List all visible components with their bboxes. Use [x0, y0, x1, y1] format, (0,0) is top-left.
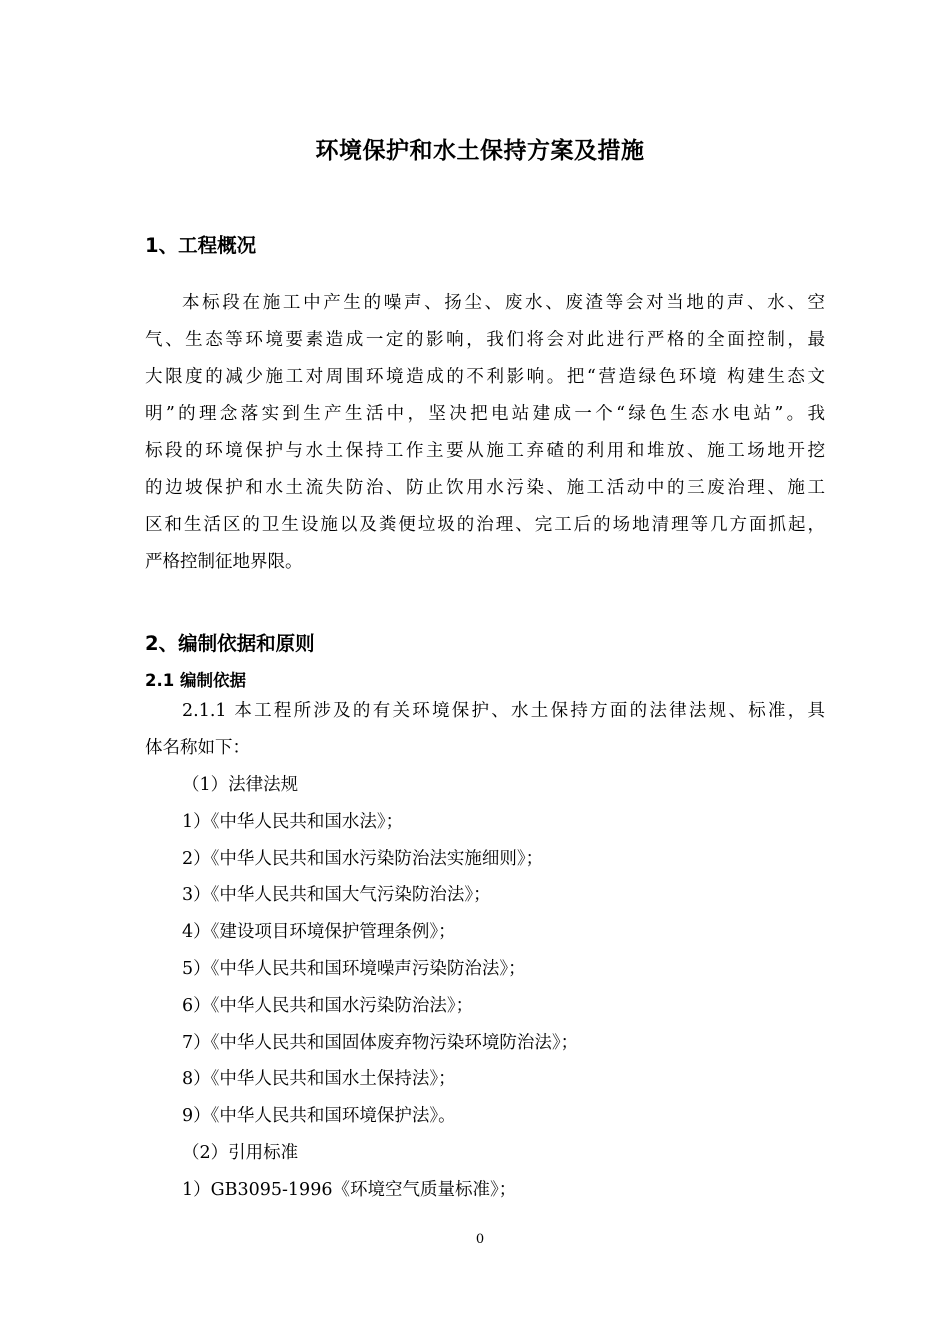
list-item: （2）引用标准 [182, 1142, 299, 1163]
page-number: 0 [475, 1232, 485, 1247]
regulation-list [182, 767, 578, 1209]
document-title: 环境保护和水土保持方案及措施 [315, 138, 645, 164]
paragraph-line: 体名称如下： [145, 738, 250, 758]
paragraph-line: 大限度的减少施工对周围环境造成的不利影响。把“营造绿色环境 构建生态文 [145, 367, 825, 387]
paragraph-line: 区和生活区的卫生设施以及粪便垃圾的治理、完工后的场地清理等几方面抓起， [145, 515, 825, 535]
list-item: 5）《中华人民共和国环境噪声污染防治法》； [182, 958, 526, 979]
paragraph-line: 本标段在施工中产生的噪声、扬尘、废水、废渣等会对当地的声、水、空 [182, 293, 825, 313]
paragraph-line: 2.1.1 本工程所涉及的有关环境保护、水土保持方面的法律法规、标准，具 [182, 701, 825, 721]
list-item: 6）《中华人民共和国水污染防治法》； [182, 995, 474, 1016]
section-1-paragraph [145, 285, 825, 581]
list-item: （1）法律法规 [182, 775, 299, 795]
section-2-1-subheading: 2.1 编制依据 [145, 671, 246, 690]
list-item: 2）《中华人民共和国水污染防治法实施细则》； [182, 848, 544, 869]
list-item: 9）《中华人民共和国环境保护法》。 [182, 1106, 456, 1127]
list-item: 4）《建设项目环境保护管理条例》； [182, 922, 456, 943]
list-item: 1）GB3095-1996《环境空气质量标准》； [182, 1179, 517, 1200]
paragraph-line: 的边坡保护和水土流失防治、防止饮用水污染、施工活动中的三废治理、施工 [145, 478, 825, 498]
section-2-1-intro [145, 693, 825, 767]
paragraph-line: 标段的环境保护与水土保持工作主要从施工弃碴的利用和堆放、施工场地开挖 [145, 441, 825, 461]
section-2-heading: 2、编制依据和原则 [145, 632, 315, 655]
list-item: 8）《中华人民共和国水土保持法》； [182, 1069, 456, 1090]
paragraph-line: 严格控制征地界限。 [145, 552, 303, 572]
section-1-heading: 1、工程概况 [145, 234, 257, 257]
list-item: 1）《中华人民共和国水法》； [182, 811, 404, 832]
list-item: 7）《中华人民共和国固体废弃物污染环境防治法》； [182, 1032, 579, 1053]
paragraph-line: 明”的理念落实到生产生活中，坚决把电站建成一个“绿色生态水电站”。我 [145, 404, 825, 424]
list-item: 3）《中华人民共和国大气污染防治法》； [182, 885, 491, 906]
paragraph-line: 气、生态等环境要素造成一定的影响，我们将会对此进行严格的全面控制，最 [145, 330, 825, 350]
